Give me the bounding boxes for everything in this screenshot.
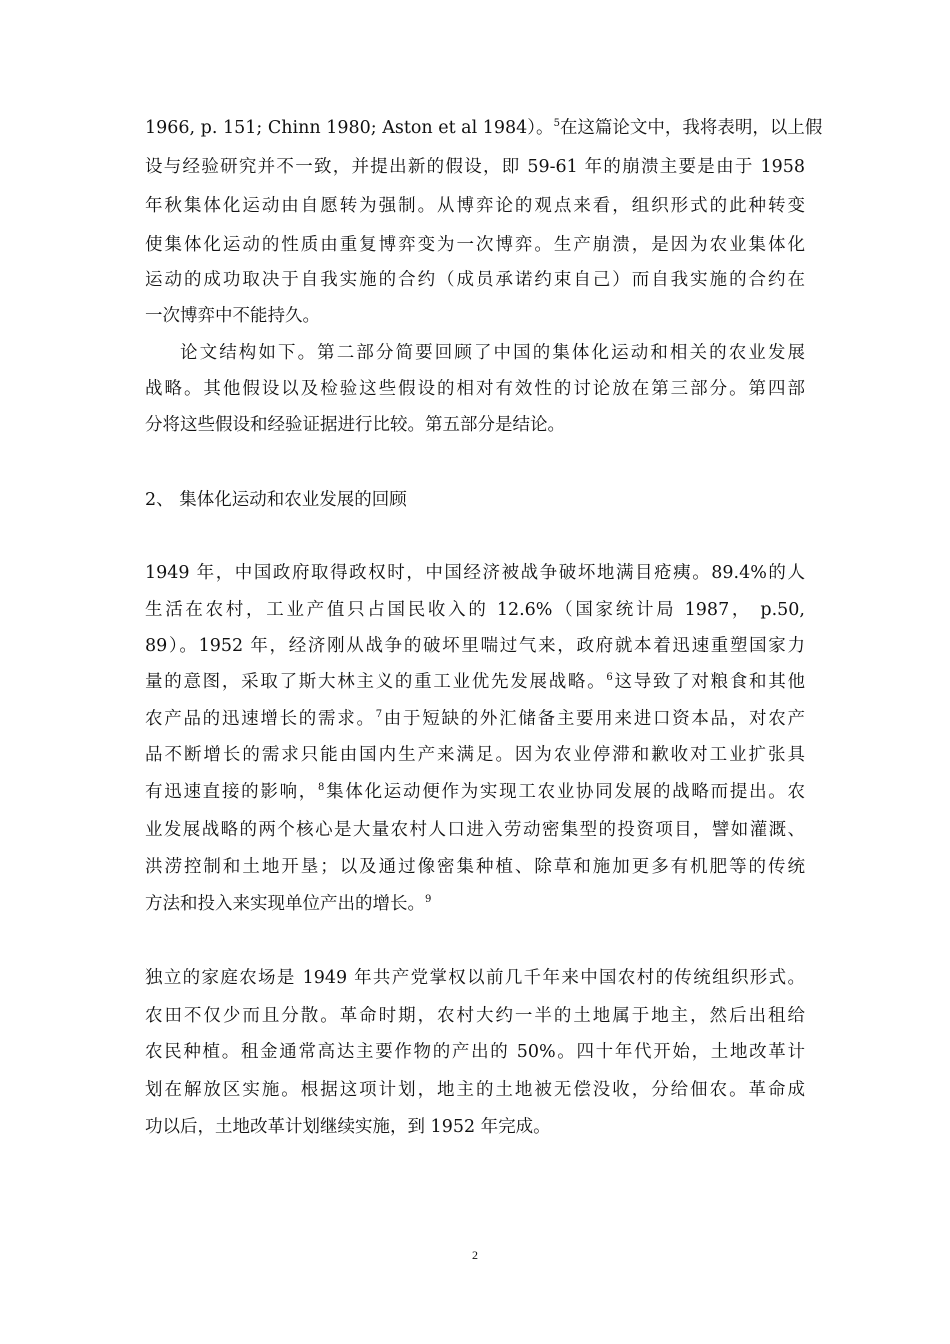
text-line: 功以后，土地改革计划继续实施，到 1952 年完成。 (145, 1117, 551, 1137)
page-number: 2 (472, 1248, 478, 1262)
text-line: 量的意图，采取了斯大林主义的重工业优先发展战略。$^6$这导致了对粮食和其他 (145, 672, 806, 692)
text-line: 分将这些假设和经验证据进行比较。第五部分是结论。 (145, 415, 565, 435)
text-line: 业发展战略的两个核心是大量农村人口进入劳动密集型的投资项目，譬如灌溉、 (145, 820, 805, 840)
text-line: 89）。1952 年，经济刚从战争的破坏里喘过气来，政府就本着迅速重塑国家力 (145, 636, 805, 656)
text-line: 方法和投入来实现单位产出的增长。$^9$ (145, 894, 432, 914)
text-line: 1966, p. 151; Chinn 1980; Aston et al 1984）。$^5$在这篇论文中，我将表明，以上假 (145, 118, 823, 138)
footnote-ref[interactable]: 5 (553, 118, 560, 130)
text-line: 划在解放区实施。根据这项计划，地主的土地被无偿没收，分给佃农。革命成 (145, 1080, 805, 1100)
text-line: 农民种植。租金通常高达主要作物的产出的 50%。四十年代开始，土地改革计 (145, 1042, 805, 1062)
text-line: 运动的成功取决于自我实施的合约（成员承诺约束自己）而自我实施的合约在 (145, 270, 805, 290)
footnote-ref[interactable]: 7 (375, 709, 383, 721)
text-line: 设与经验研究并不一致，并提出新的假设，即 59-61 年的崩溃主要是由于 1958 (145, 157, 805, 177)
footnote-ref[interactable]: 6 (606, 672, 613, 684)
text-line: 生活在农村，工业产值只占国民收入的 12.6%（国家统计局 1987， p.50, (145, 600, 805, 620)
text-line: 有迅速直接的影响，$^8$集体化运动便作为实现工农业协同发展的战略而提出。农 (145, 782, 806, 802)
footnote-ref[interactable]: 9 (425, 894, 432, 906)
text-line: 一次博弈中不能持久。 (145, 306, 320, 326)
text-line: 1949 年，中国政府取得政权时，中国经济被战争破坏地满目疮痍。89.4%的人 (145, 563, 805, 583)
text-line: 农产品的迅速增长的需求。$^7$由于短缺的外汇储备主要用来进口资本品，对农产 (145, 709, 806, 729)
text-line: 独立的家庭农场是 1949 年共产党掌权以前几千年来中国农村的传统组织形式。 (145, 968, 805, 988)
text-line: 年秋集体化运动由自愿转为强制。从博弈论的观点来看，组织形式的此种转变 (145, 196, 805, 216)
footnote-ref[interactable]: 8 (318, 782, 325, 794)
text-line: 农田不仅少而且分散。革命时期，农村大约一半的土地属于地主，然后出租给 (145, 1006, 805, 1026)
text-line: 使集体化运动的性质由重复博弈变为一次博弈。生产崩溃，是因为农业集体化 (145, 235, 805, 255)
section-heading: 2、 集体化运动和农业发展的回顾 (145, 490, 407, 510)
text-line: 品不断增长的需求只能由国内生产来满足。因为农业停滞和歉收对工业扩张具 (145, 745, 805, 765)
text-line: 洪涝控制和土地开垦；以及通过像密集种植、除草和施加更多有机肥等的传统 (145, 857, 805, 877)
text-line: 战略。其他假设以及检验这些假设的相对有效性的讨论放在第三部分。第四部 (145, 379, 805, 399)
text-line: 论文结构如下。第二部分简要回顾了中国的集体化运动和相关的农业发展 (180, 343, 805, 363)
